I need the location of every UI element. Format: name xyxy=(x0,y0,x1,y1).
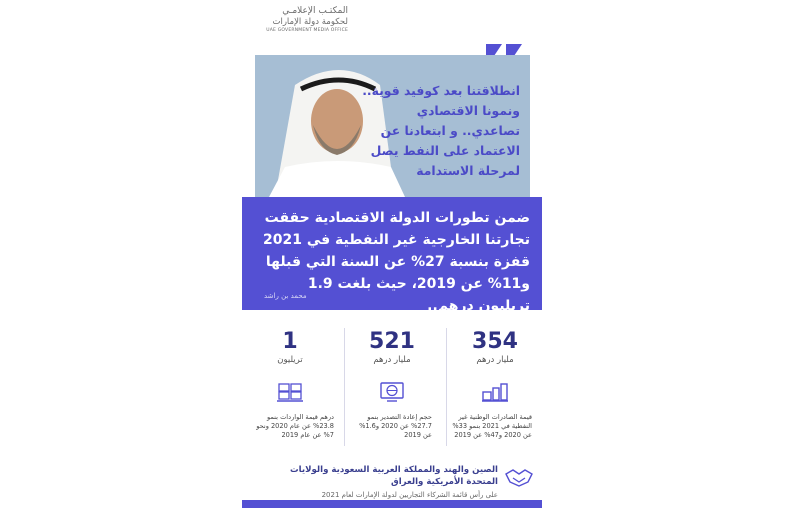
divider xyxy=(446,328,447,446)
stat-number: 521 xyxy=(369,329,415,354)
partners-title: الصين والهند والمملكة العربية السعودية والولايات المتحدة الأمريكية والعراق xyxy=(290,465,498,487)
quote-text: انطلاقتنا بعد كوفيد قوية.. ونمونا الاقتصادي تصاعدي.. و ابتعادنا عن الاعتماد على النفط يصل لمرحلة الاستدامة xyxy=(362,83,520,178)
stat-description: حجم إعادة التصدير بنمو 27.7% عن 2020 و1.6% عن 2019 xyxy=(359,413,432,439)
highlight-band xyxy=(242,197,542,314)
stat-imports xyxy=(250,330,330,365)
stat-description: قيمة الصادرات الوطنية غير النفطية في 2021 بنمو 33% عن 2020 و47% عن 2019 xyxy=(452,413,532,439)
divider xyxy=(344,328,345,446)
logo-line-1: المكتـب الإعلامـي xyxy=(282,6,348,16)
logo-line-2: لحكومة دولة الإمارات xyxy=(272,17,348,27)
quote-panel xyxy=(255,55,530,197)
stat-unit: مليار درهم xyxy=(373,355,411,365)
stat-exports xyxy=(455,330,535,365)
box-chart-icon xyxy=(481,380,509,404)
band-text: ضمن تطورات الدولة الاقتصادية حققت تجارتنا الخارجية غير النفطية في 2021 قفزة بنسبة 27% عن السنة التي قبلها و11% عن 2019، حيث بلغت 1.9 تريليون درهم.. xyxy=(263,210,530,314)
stat-reexports xyxy=(352,330,432,365)
media-office-logo xyxy=(248,6,348,33)
stat-number: 354 xyxy=(472,329,518,354)
stat-description: درهم قيمة الواردات بنمو 23.8% عن عام 2020 ونحو 7% عن عام 2019 xyxy=(256,413,334,439)
partners-subtitle: على رأس قائمة الشركاء التجاريين لدولة الإمارات لعام 2021 xyxy=(321,491,498,499)
bottom-accent-bar xyxy=(242,500,542,508)
logo-english: UAE GOVERNMENT MEDIA OFFICE xyxy=(266,28,348,33)
stat-unit: مليار درهم xyxy=(476,355,514,365)
partners-block xyxy=(262,464,498,500)
signature: محمد بن راشد xyxy=(264,292,307,300)
globe-screen-icon xyxy=(378,380,406,404)
stat-number: 1 xyxy=(282,329,298,354)
handshake-icon xyxy=(504,466,534,488)
containers-icon xyxy=(276,380,304,404)
stat-unit: تريليون xyxy=(277,355,303,365)
